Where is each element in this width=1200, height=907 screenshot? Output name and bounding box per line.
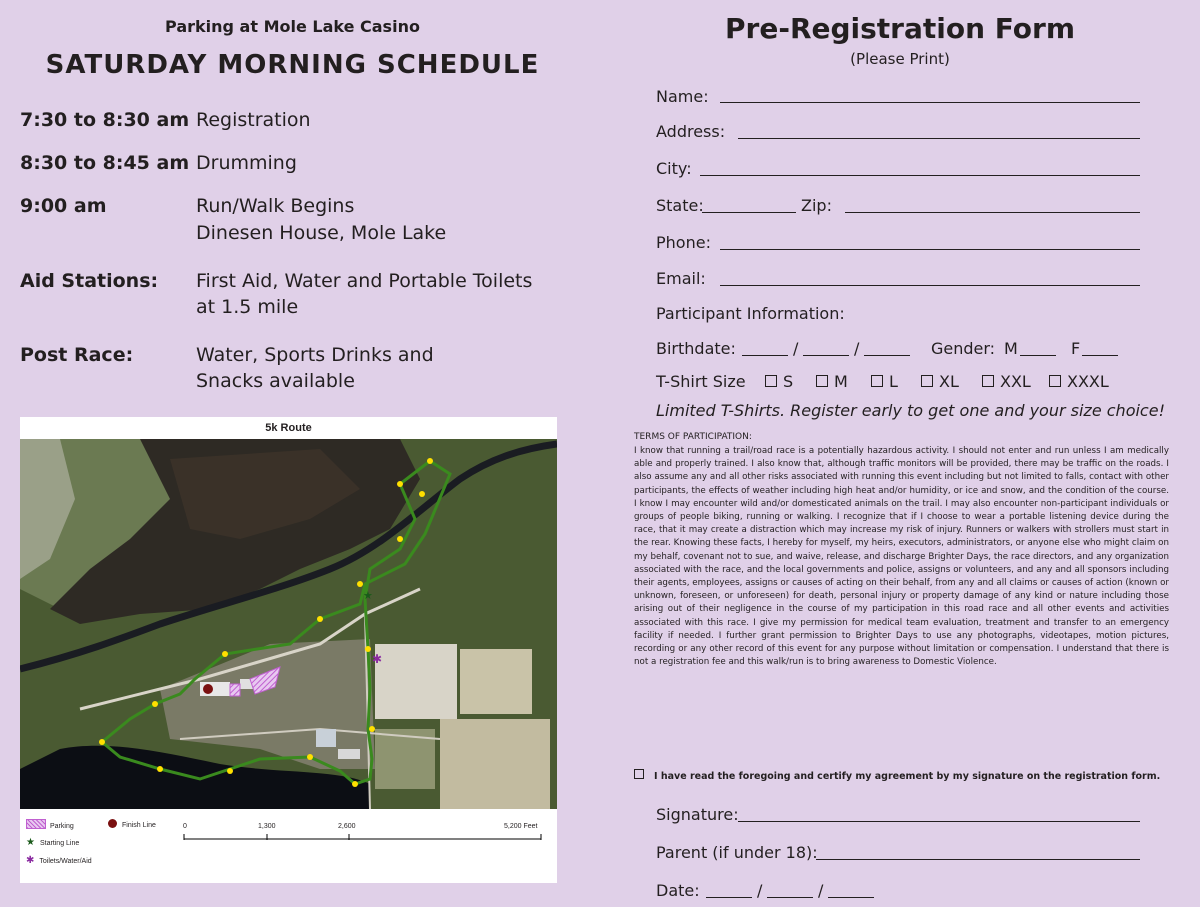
- size-label: L: [889, 372, 898, 391]
- name-label: Name:: [656, 87, 709, 106]
- schedule-title: SATURDAY MORNING SCHEDULE: [45, 50, 540, 80]
- parking-area: [230, 684, 240, 696]
- date-year-field[interactable]: [828, 897, 874, 898]
- size-option-m[interactable]: [816, 372, 848, 391]
- checkbox-icon: [921, 375, 933, 387]
- scale-bar: [183, 833, 543, 841]
- phone-field[interactable]: [720, 249, 1140, 250]
- checkbox-icon: [871, 375, 883, 387]
- size-option-xxl[interactable]: [982, 372, 1031, 391]
- size-option-xxxl[interactable]: [1049, 372, 1109, 391]
- legend-start: [26, 837, 79, 848]
- size-label: XXXL: [1067, 372, 1109, 391]
- date-month-field[interactable]: [706, 897, 752, 898]
- schedule-activity: Registration: [196, 109, 311, 131]
- certify-label: I have read the foregoing and certify my agreement by my signature on the registration form.: [654, 771, 1161, 782]
- gender-female-label: F: [1071, 339, 1081, 358]
- date-separator: /: [793, 339, 799, 358]
- parent-label: Parent (if under 18):: [656, 843, 818, 862]
- city-label: City:: [656, 159, 692, 178]
- finish-dot-icon: [108, 819, 117, 828]
- gender-male-field[interactable]: [1020, 355, 1056, 356]
- schedule-time: 8:30 to 8:45 am: [20, 152, 190, 174]
- gender-label: Gender:: [931, 339, 996, 358]
- schedule-activity-detail: at 1.5 mile: [196, 296, 299, 318]
- checkbox-icon: [816, 375, 828, 387]
- size-option-l[interactable]: [871, 372, 898, 391]
- form-title: Pre-Registration Form: [725, 12, 1075, 45]
- city-field[interactable]: [700, 175, 1140, 176]
- email-field[interactable]: [720, 285, 1140, 286]
- date-label: Date:: [656, 881, 700, 900]
- terms-text: I know that running a trail/road race is a potentially hazardous activity. I should not enter and run unless I am medically able and properly trained. I also know that, although traffic monitors will be provided, there may be traffic on the roads. I also assume any and all other risks associated with running this event including but not limited to falls, contact with other participants, the effects of weather including high heat and/or humidity, or ice and snow, and the condition of the course. I know I may encounter wild and/or domesticated animals on the trail. I may also encounter non-participant individuals or groups of people biking, running or walking. I recognize that if I choose to wear a portable listening device during the race, that it may create a distraction which may increase my risk of injury. Runners or walkers with strollers must start in the rear. Knowing these facts, I hereby for myself, my heirs, executors, administrators, or anyone else who might claim on my behalf, covenant not to sue, and waive, release, and discharge Brighter Days, the race directors, and any organization associated with the race, and the local governments and police, assigns or volunteers, and any and all sponsors including their agents, employees, assigns or causes of acting on their behalf, from any and all claims or causes of action (known or unknown, foreseen, or unforeseen) for death, personal injury or property damage of any kind or nature including those arising out of their negligence in the course of my participation in this road race and all other events and activities associated with this race. I give my permission for medical team evaluation, treatment and transfer to an emergency facility if needed. I further grant permission to Brighter Days to use any photographs, videotapes, motion pictures, recording or any other record of this event for any purpose without limitation or compensation. I understand that there is not a registration fee and this walk/run is to bring awareness to Domestic Violence.: [634, 446, 1169, 668]
- size-label: S: [783, 372, 794, 391]
- address-label: Address:: [656, 122, 726, 141]
- legend-start-label: Starting Line: [39, 840, 80, 847]
- legend-parking-label: Parking: [50, 823, 74, 830]
- field-1: [375, 644, 457, 719]
- scale-label: 1,300: [258, 823, 276, 830]
- checkbox-icon: [634, 769, 644, 779]
- size-label: XL: [939, 372, 959, 391]
- zip-label: Zip:: [801, 196, 832, 215]
- schedule-activity-detail: Snacks available: [196, 370, 355, 392]
- parent-signature-field[interactable]: [816, 859, 1140, 860]
- asterisk-icon: ✱: [26, 855, 35, 866]
- legend-finish-label: Finish Line: [122, 822, 156, 829]
- aid-station-marker: ✱: [372, 652, 383, 666]
- signature-label: Signature:: [656, 805, 739, 824]
- schedule-time: Post Race:: [20, 344, 134, 366]
- schedule-activity: First Aid, Water and Portable Toilets: [196, 270, 533, 292]
- terms-heading: TERMS OF PARTICIPATION:: [634, 432, 752, 442]
- checkbox-icon: [982, 375, 994, 387]
- tshirt-label: T-Shirt Size: [656, 372, 746, 391]
- legend-aid-label: Toilets/Water/Aid: [39, 858, 92, 865]
- scale-label: 2,600: [338, 823, 356, 830]
- parking-swatch-icon: [26, 819, 46, 829]
- size-option-s[interactable]: [765, 372, 793, 391]
- size-label: XXL: [1000, 372, 1031, 391]
- schedule-time: Aid Stations:: [20, 270, 159, 292]
- schedule-activity: Drumming: [196, 152, 297, 174]
- route-map: [20, 417, 557, 883]
- date-day-field[interactable]: [767, 897, 813, 898]
- field-2: [460, 649, 532, 714]
- legend-parking: [26, 819, 74, 830]
- legend-aid: [26, 855, 92, 866]
- birthdate-label: Birthdate:: [656, 339, 736, 358]
- date-separator: /: [757, 881, 763, 900]
- scale-label: 0: [183, 823, 187, 830]
- name-field[interactable]: [720, 102, 1140, 103]
- scale-label: 5,200 Feet: [504, 823, 538, 830]
- schedule-activity-location: Dinesen House, Mole Lake: [196, 222, 447, 244]
- state-label: State:: [656, 196, 704, 215]
- address-field[interactable]: [738, 138, 1140, 139]
- finish-line-marker: [203, 684, 213, 694]
- birth-year-field[interactable]: [864, 355, 910, 356]
- gender-female-field[interactable]: [1082, 355, 1118, 356]
- birth-day-field[interactable]: [803, 355, 849, 356]
- legend-finish: [108, 819, 156, 829]
- date-separator: /: [818, 881, 824, 900]
- building: [316, 729, 336, 747]
- form-subtitle: (Please Print): [850, 50, 950, 68]
- certify-checkbox[interactable]: [634, 769, 1160, 782]
- gender-male-label: M: [1004, 339, 1018, 358]
- building: [338, 749, 360, 759]
- size-option-xl[interactable]: [921, 372, 959, 391]
- zip-field[interactable]: [845, 212, 1140, 213]
- email-label: Email:: [656, 269, 706, 288]
- date-separator: /: [854, 339, 860, 358]
- birth-month-field[interactable]: [742, 355, 788, 356]
- venue-heading: Parking at Mole Lake Casino: [165, 17, 420, 36]
- schedule-activity: Run/Walk Begins: [196, 195, 355, 217]
- schedule-time: 7:30 to 8:30 am: [20, 109, 190, 131]
- phone-label: Phone:: [656, 233, 711, 252]
- size-label: M: [834, 372, 848, 391]
- field-3: [440, 719, 550, 809]
- checkbox-icon: [1049, 375, 1061, 387]
- signature-field[interactable]: [738, 821, 1140, 822]
- checkbox-icon: [765, 375, 777, 387]
- aerial-map-image: [20, 439, 557, 809]
- limited-tshirt-note: Limited T-Shirts. Register early to get one and your size choice!: [656, 401, 1165, 420]
- map-title: 5k Route: [265, 422, 312, 434]
- start-line-marker: ★: [363, 589, 373, 602]
- participant-info-heading: Participant Information:: [656, 304, 845, 323]
- schedule-time: 9:00 am: [20, 195, 107, 217]
- state-field[interactable]: [702, 212, 796, 213]
- star-icon: ★: [26, 837, 35, 848]
- schedule-activity: Water, Sports Drinks and: [196, 344, 434, 366]
